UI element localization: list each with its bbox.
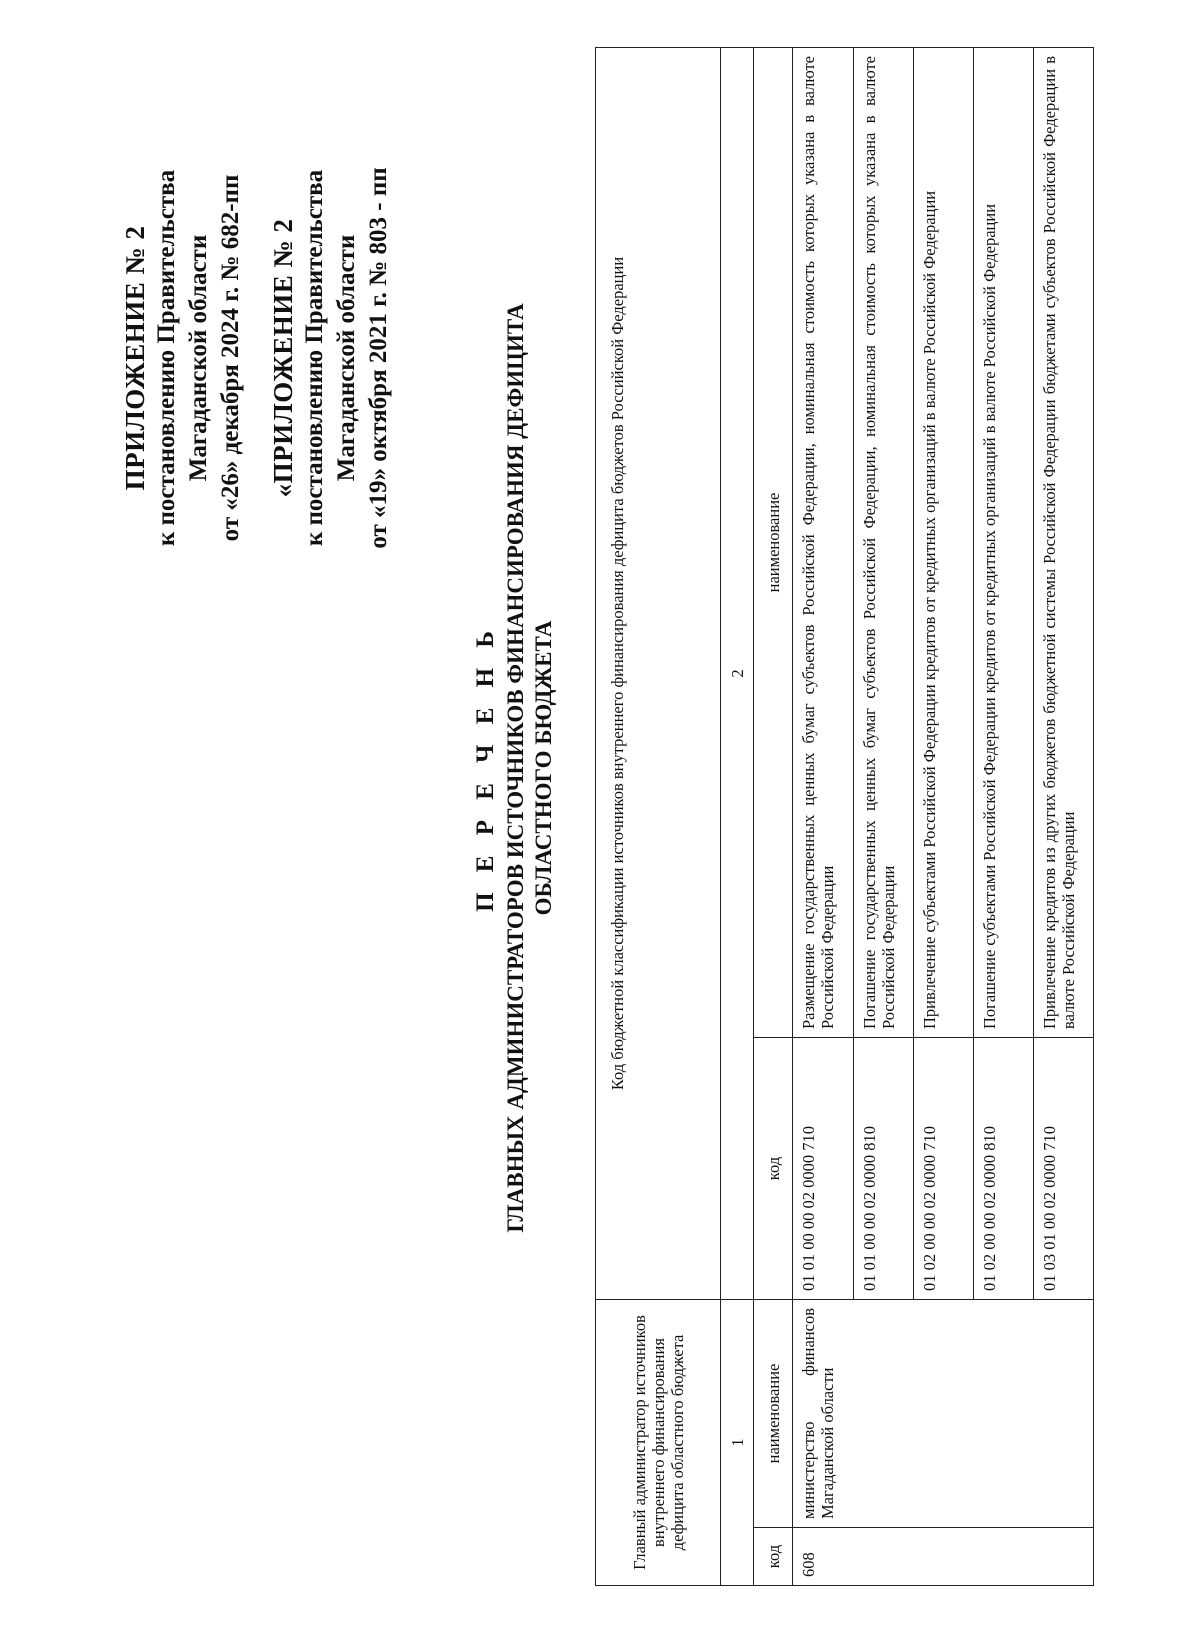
source-name-cell: Погашение субъектами Российской Федерации кредитов от кредитных организаций в валюте Российской Федерации: [973, 48, 1033, 1038]
source-code-cell: 01 01 00 00 02 0000 710: [793, 1038, 854, 1300]
column-header-classification-code: Код бюджетной классификации источников внутреннего финансирования дефицита бюджетов Российской Федерации: [596, 48, 721, 1300]
subheader-code: код: [754, 1528, 793, 1586]
appendix-date-line: от «19» октября 2021 г. № 803 - пп: [365, 167, 392, 549]
admin-name-cell: [1033, 1300, 1094, 1528]
appendix-date-line: от «26» декабря 2024 г. № 682-пп: [217, 174, 244, 542]
admin-code-cell: [973, 1528, 1033, 1586]
table-header-row: [596, 48, 721, 1586]
table-row: [793, 48, 854, 1586]
appendix-current-block: [120, 123, 247, 593]
document-title-block: [470, 148, 558, 1388]
table-row: [973, 48, 1033, 1586]
column-number: 2: [721, 48, 754, 1300]
appendix-line: Магаданской области: [333, 234, 360, 482]
admin-code-cell: [1033, 1528, 1094, 1586]
admin-code-cell: [913, 1528, 973, 1586]
admin-code-cell: [853, 1528, 913, 1586]
source-name-cell: Размещение государственных ценных бумаг субъектов Российской Федерации, номинальная стоимость которых указана в валюте Российской Федерации: [793, 48, 854, 1038]
admin-name-cell: [913, 1300, 973, 1528]
admin-name-cell: министерство финансов Магаданской области: [793, 1300, 854, 1528]
subheader-name: наименование: [754, 1300, 793, 1528]
document-subheading: [502, 148, 558, 1388]
appendix-title: «ПРИЛОЖЕНИЕ № 2: [268, 218, 298, 498]
column-number: 1: [721, 1300, 754, 1586]
subheading-line: ГЛАВНЫХ АДМИНИСТРАТОРОВ ИСТОЧНИКОВ ФИНАНСИРОВАНИЯ ДЕФИЦИТА: [503, 303, 528, 1233]
appendix-line: к постановлению Правительства: [153, 169, 180, 547]
table-row: [1033, 48, 1094, 1586]
table-number-row: [721, 48, 754, 1586]
column-header-administrator: Главный администратор источников внутреннего финансирования дефицита областного бюджета: [596, 1300, 721, 1586]
table-row: [853, 48, 913, 1586]
subheader-code: код: [754, 1038, 793, 1300]
admin-name-cell: [853, 1300, 913, 1528]
source-name-cell: Привлечение кредитов из других бюджетов бюджетной системы Российской Федерации бюджетами субъектов Российской Федерации в валюте Российской Федерации: [1033, 48, 1094, 1038]
source-name-cell: Погашение государственных ценных бумаг субъектов Российской Федерации, номинальная стоимость которых указана в валюте Российской Федерации: [853, 48, 913, 1038]
admin-code-cell: 608: [793, 1528, 854, 1586]
source-code-cell: 01 02 00 00 02 0000 810: [973, 1038, 1033, 1300]
subheading-line: ОБЛАСТНОГО БЮДЖЕТА: [531, 620, 556, 916]
source-code-cell: 01 02 00 00 02 0000 710: [913, 1038, 973, 1300]
appendix-line: к постановлению Правительства: [301, 169, 328, 547]
source-name-cell: Привлечение субъектами Российской Федерации кредитов от кредитных организаций в валюте Российской Федерации: [913, 48, 973, 1038]
subheader-name: наименование: [754, 48, 793, 1038]
document-heading: П Е Р Е Ч Е Н Ь: [472, 624, 499, 912]
administrators-table: [595, 47, 1094, 1586]
appendix-previous-block: [268, 123, 395, 593]
source-code-cell: 01 01 00 00 02 0000 810: [853, 1038, 913, 1300]
table-subheader-row: [754, 48, 793, 1586]
admin-name-cell: [973, 1300, 1033, 1528]
source-code-cell: 01 03 01 00 02 0000 710: [1033, 1038, 1094, 1300]
appendix-line: Магаданской области: [185, 234, 212, 482]
table-row: [913, 48, 973, 1586]
appendix-title: ПРИЛОЖЕНИЕ № 2: [120, 225, 150, 491]
